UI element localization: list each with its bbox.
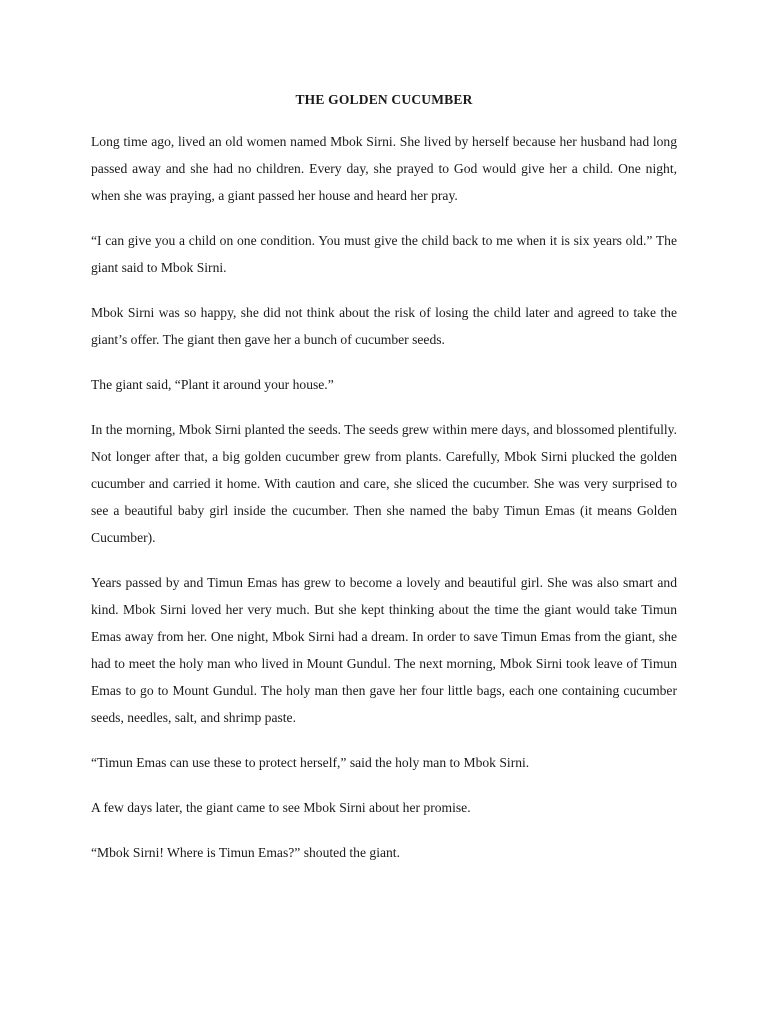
paragraph-8: A few days later, the giant came to see Mbok Sirni about her promise. <box>91 800 471 815</box>
paragraph-6: Years passed by and Timun Emas has grew to become a lovely and beautiful girl. She was also smart and kind. Mbok Sirni loved her very much. But she kept thinking about the time the giant would take Timun Emas away from her. One night, Mbok Sirni had a dream. In order to save Timun Emas from the giant, she had to meet the holy man who lived in Mount Gundul. The next morning, Mbok Sirni took leave of Timun Emas to go to Mount Gundul. The holy man then gave her four little bags, each one containing cucumber seeds, needles, salt, and shrimp paste. <box>91 575 677 725</box>
paragraph-7: “Timun Emas can use these to protect herself,” said the holy man to Mbok Sirni. <box>91 755 530 770</box>
paragraph-1: Long time ago, lived an old women named Mbok Sirni. She lived by herself because her husband had long passed away and she had no children. Every day, she prayed to God would give her a child. One night, when she was praying, a giant passed her house and heard her pray. <box>91 134 677 203</box>
paragraph-3: Mbok Sirni was so happy, she did not think about the risk of losing the child later and agreed to take the giant’s offer. The giant then gave her a bunch of cucumber seeds. <box>91 305 677 347</box>
document-body <box>91 128 677 884</box>
paragraph-9: “Mbok Sirni! Where is Timun Emas?” shouted the giant. <box>91 845 400 860</box>
paragraph-5: In the morning, Mbok Sirni planted the seeds. The seeds grew within mere days, and blossomed plentifully. Not longer after that, a big golden cucumber grew from plants. Carefully, Mbok Sirni plucked the golden cucumber and carried it home. With caution and care, she sliced the cucumber. She was very surprised to see a beautiful baby girl inside the cucumber. Then she named the baby Timun Emas (it means Golden Cucumber). <box>91 422 677 545</box>
paragraph-2: “I can give you a child on one condition. You must give the child back to me when it is six years old.” The giant said to Mbok Sirni. <box>91 233 677 275</box>
paragraph-4: The giant said, “Plant it around your house.” <box>91 377 334 392</box>
document-title: THE GOLDEN CUCUMBER <box>295 92 473 107</box>
